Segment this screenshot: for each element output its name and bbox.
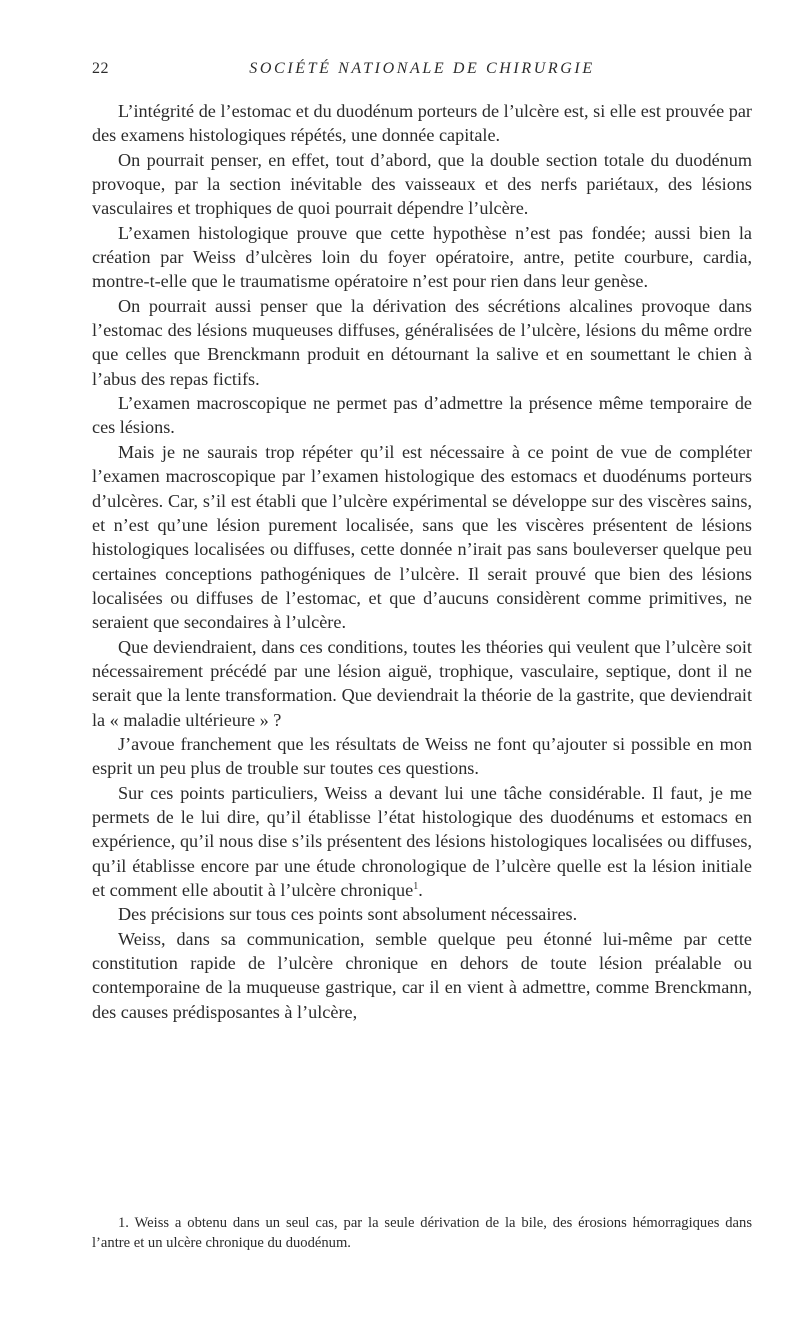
paragraph: Des précisions sur tous ces points sont absolument nécessaires. [118, 904, 578, 925]
paragraph: On pourrait penser, en effet, tout d’abord, que la double section totale du duodénum provoque, par la section inévitable des vaisseaux et des nerfs pariétaux, des lésions vasculaires et trophiques de quoi pourrait dépendre l’ulcère. [92, 149, 752, 219]
paragraph: Weiss, dans sa communication, semble quelque peu étonné lui-même par cette constitution rapide de l’ulcère chronique en dehors de toute lésion préalable ou contemporaine de la muqueuse gastrique, car il en vient à admettre, comme Brenckmann, des causes prédisposantes à l’ulcère, [92, 928, 752, 1022]
footnote-ref-punctuation: . [418, 880, 423, 900]
paragraph: L’examen histologique prouve que cette hypothèse n’est pas fondée; aussi bien la création par Weiss d’ulcères loin du foyer opératoire, antre, petite courbure, cardia, montre-t-elle que le traumatisme opératoire n’est pour rien dans leur genèse. [92, 222, 752, 292]
page-number: 22 [92, 60, 109, 77]
paragraph [92, 781, 752, 903]
footnote-marker: 1 [413, 880, 419, 892]
paragraph: L’examen macroscopique ne permet pas d’admettre la présence même temporaire de ces lésions. [92, 393, 752, 438]
page-header [92, 60, 752, 86]
body-text [92, 99, 752, 1024]
paragraph: Mais je ne saurais trop répéter qu’il est nécessaire à ce point de vue de compléter l’examen macroscopique par l’examen histologique des estomacs et duodénums porteurs d’ulcères. Car, s’il est établi que l’ulcère expérimental se développe sur des viscères sains, et n’est qu’une lésion purement localisée, sans que les viscères présentent de lésions histologiques localisées ou diffuses, cette donnée n’irait pas sans bouleverser quelque peu certaines conceptions pathogéniques de l’ulcère. Il serait prouvé que bien des lésions localisées ou diffuses de l’estomac, et que d’aucuns considèrent comme primitives, ne seraient que secondaires à l’ulcère. [92, 441, 752, 633]
paragraph: L’intégrité de l’estomac et du duodénum porteurs de l’ulcère est, si elle est prouvée par des examens histologiques répétés, une donnée capitale. [92, 101, 752, 146]
footnote-text: 1. Weiss a obtenu dans un seul cas, par la seule dérivation de la bile, des érosions hémorragiques dans l’antre et un ulcère chronique du duodénum. [92, 1215, 752, 1251]
paragraph: J’avoue franchement que les résultats de Weiss ne font qu’ajouter si possible en mon esprit un peu plus de trouble sur toutes ces questions. [92, 733, 752, 779]
paragraph-text: Sur ces points particuliers, Weiss a devant lui une tâche considérable. Il faut, je me permets de le lui dire, qu’il établisse l’état histologique des duodénums et estomacs en expérience, qu’il nous dise s’ils présentent des lésions histologiques localisées ou diffuses, qu’il établisse encore par une étude chronologique de l’ulcère quelle est la lésion initiale et comment elle aboutit à l’ulcère chronique [92, 782, 752, 900]
paragraph: Que deviendraient, dans ces conditions, toutes les théories qui veulent que l’ulcère soit nécessairement précédé par une lésion aiguë, trophique, vasculaire, septique, dont il ne serait que la lente transformation. Que deviendrait la théorie de la gastrite, que deviendrait la « maladie ultérieure » ? [92, 636, 752, 730]
footnote [92, 1213, 752, 1253]
running-head: SOCIÉTÉ NATIONALE DE CHIRURGIE [249, 60, 595, 77]
paragraph: On pourrait aussi penser que la dérivation des sécrétions alcalines provoque dans l’estomac des lésions muqueuses diffuses, généralisées de l’ulcère, lésions du même ordre que celles que Brenckmann produit en détournant la salive et en soumettant le chien à l’abus des repas fictifs. [92, 295, 752, 389]
